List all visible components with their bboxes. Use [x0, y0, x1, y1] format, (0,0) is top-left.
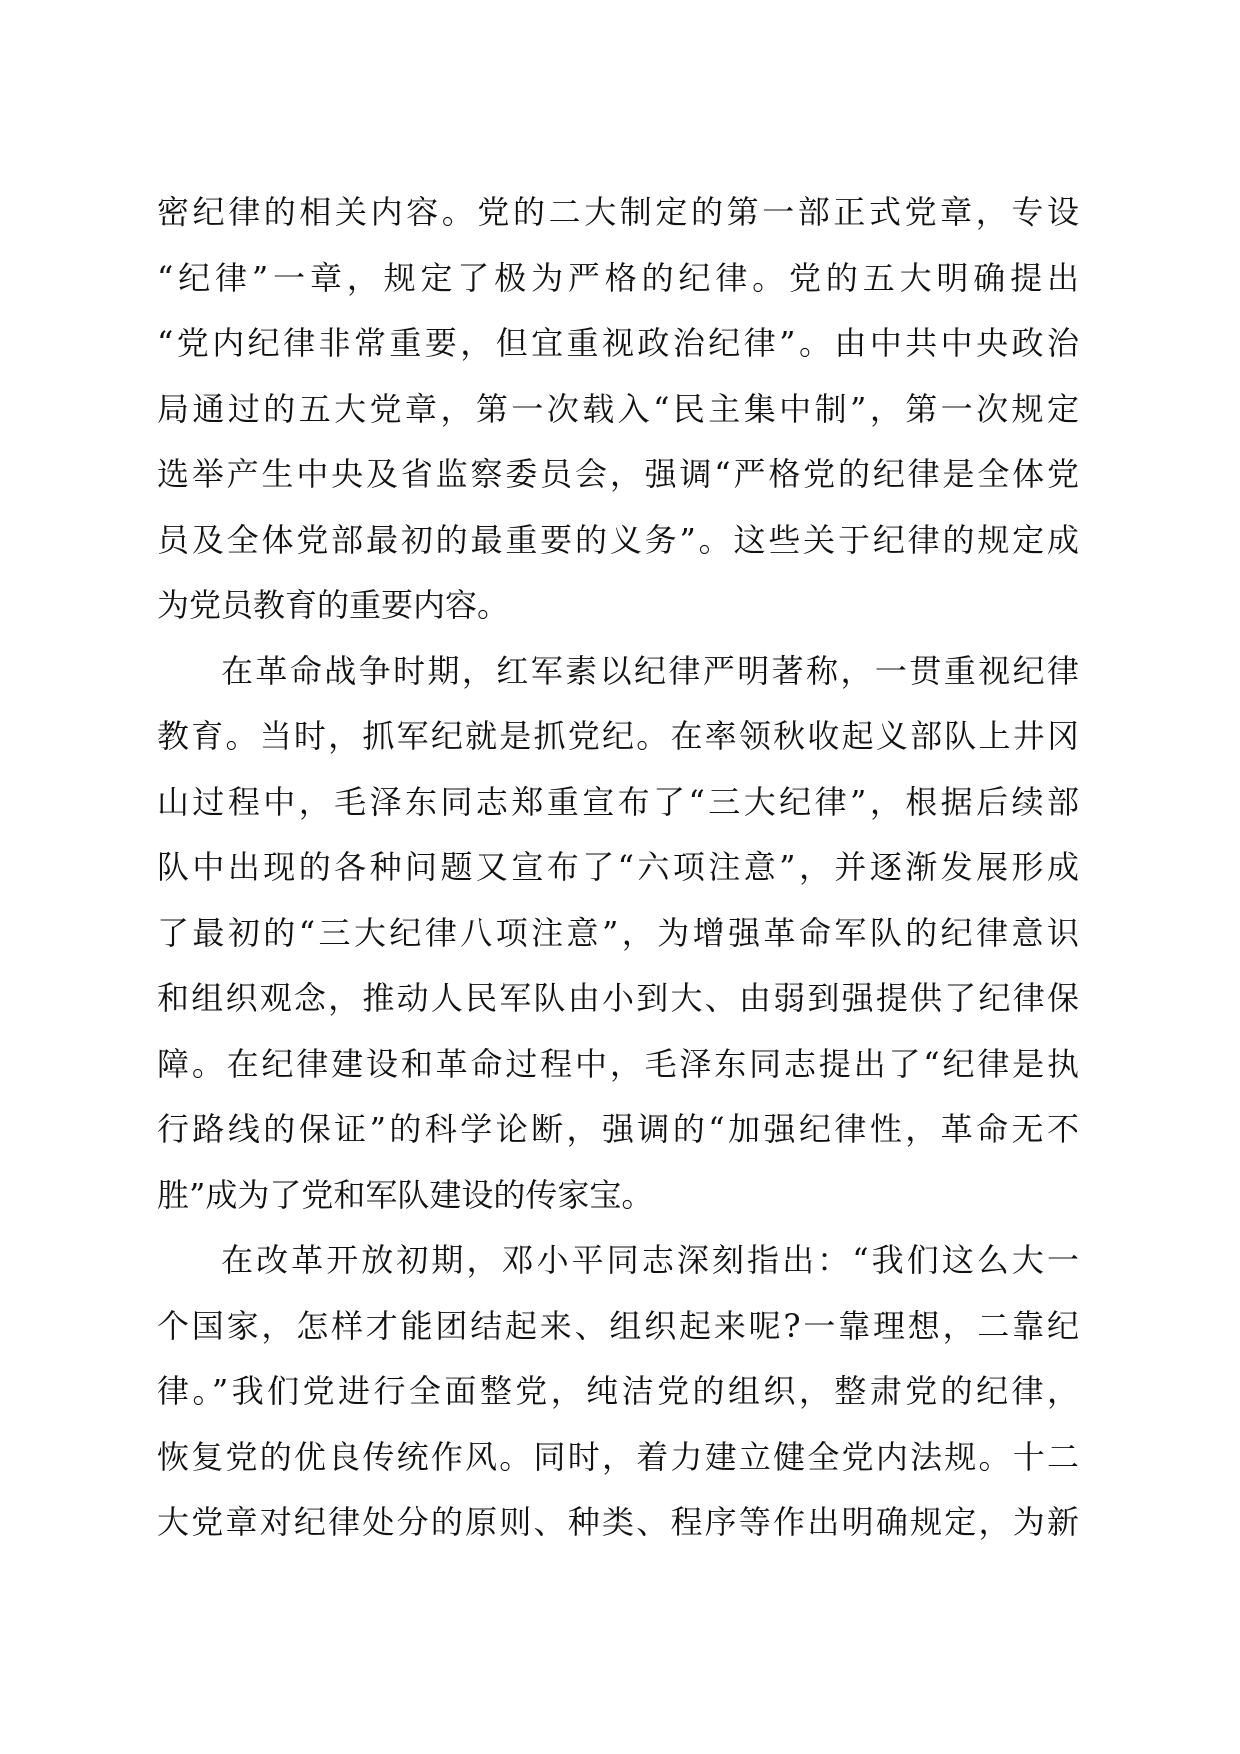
text-line: 队中出现的各种问题又宣布了“六项注意”，并逐渐发展形成	[157, 848, 1079, 886]
text-line: 为党员教育的重要内容。	[157, 586, 510, 624]
text-line: 律。”我们党进行全面整党，纯洁党的组织，整肃党的纪律，	[157, 1372, 1079, 1410]
text-line: 教育。当时，抓军纪就是抓党纪。在率领秋收起义部队上井冈	[157, 717, 1079, 755]
text-line: 个国家，怎样才能团结起来、组织起来呢?一靠理想，二靠纪	[157, 1306, 1079, 1345]
text-line: 选举产生中央及省监察委员会，强调“严格党的纪律是全体党	[157, 455, 1079, 493]
text-line: 员及全体党部最初的最重要的义务”。这些关于纪律的规定成	[157, 520, 1079, 559]
text-line: “党内纪律非常重要，但宜重视政治纪律”。由中共中央政治	[157, 324, 1079, 362]
paragraph-first-line: 在革命战争时期，红军素以纪律严明著称，一贯重视纪律	[221, 651, 1079, 690]
text-line: “纪律”一章，规定了极为严格的纪律。党的五大明确提出	[157, 258, 1079, 297]
text-line: 山过程中，毛泽东同志郑重宣布了“三大纪律”，根据后续部	[157, 782, 1079, 821]
document-body	[157, 180, 1079, 1556]
text-line: 恢复党的优良传统作风。同时，着力建立健全党内法规。十二	[157, 1437, 1079, 1476]
text-line: 行路线的保证”的科学论断，强调的“加强纪律性，革命无不	[157, 1110, 1079, 1148]
text-line: 局通过的五大党章，第一次载入“民主集中制”，第一次规定	[157, 389, 1079, 428]
text-line: 密纪律的相关内容。党的二大制定的第一部正式党章，专设	[157, 193, 1079, 231]
text-line: 障。在纪律建设和革命过程中，毛泽东同志提出了“纪律是执	[157, 1044, 1079, 1083]
text-line: 了最初的“三大纪律八项注意”，为增强革命军队的纪律意识	[157, 913, 1079, 952]
text-line: 和组织观念，推动人民军队由小到大、由弱到强提供了纪律保	[157, 979, 1079, 1017]
text-line: 大党章对纪律处分的原则、种类、程序等作出明确规定，为新	[157, 1503, 1079, 1541]
paragraph-first-line: 在改革开放初期，邓小平同志深刻指出：“我们这么大一	[221, 1241, 1079, 1279]
text-line: 胜”成为了党和军队建设的传家宝。	[157, 1175, 654, 1214]
